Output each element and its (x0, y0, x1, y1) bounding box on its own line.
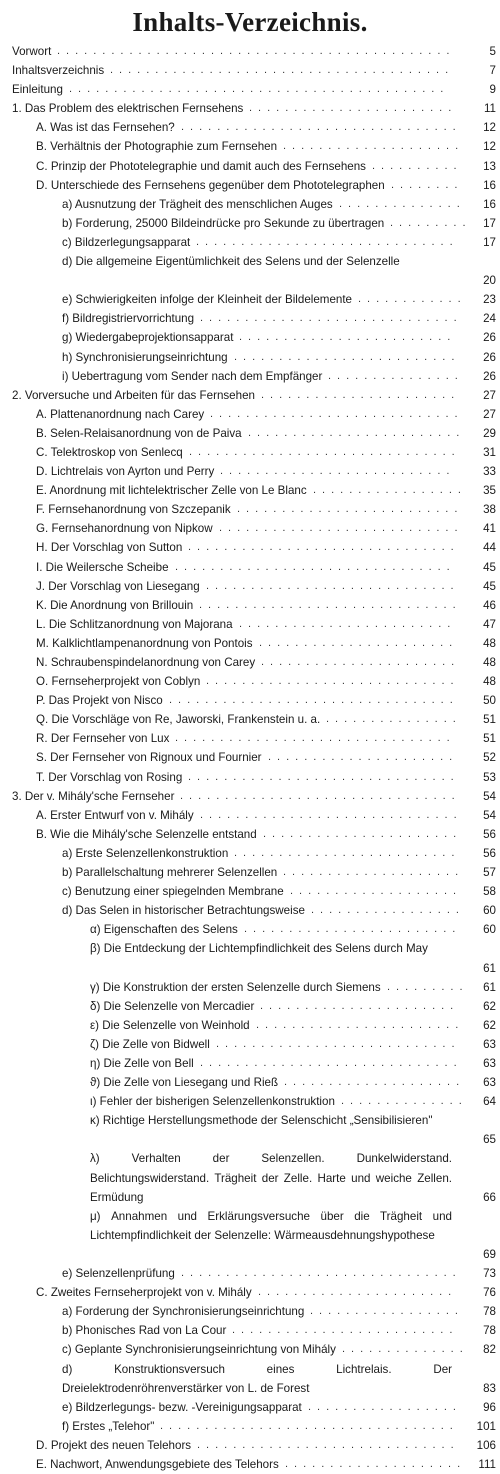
toc-entry-label: 3. Der v. Mihály'sche Fernseher (12, 789, 175, 803)
toc-list (0, 42, 500, 1474)
toc-entry (0, 309, 500, 328)
toc-entry-page: 56 (483, 827, 496, 841)
toc-entry-page: 61 (483, 980, 496, 994)
toc-entry-page: 29 (483, 426, 496, 440)
toc-entry (0, 290, 500, 309)
toc-entry (0, 691, 500, 710)
dot-leader: ........................ (239, 617, 457, 630)
dot-leader: ......... (387, 980, 469, 993)
toc-entry (0, 481, 500, 500)
toc-entry-label: H. Der Vorschlag von Sutton (36, 541, 183, 555)
toc-entry-page: 82 (483, 1343, 496, 1357)
toc-entry-label: c) Bildzerlegungsapparat (62, 235, 191, 249)
dot-leader: .............. (341, 1095, 468, 1108)
dot-leader: ................. (308, 1400, 462, 1413)
toc-entry-label: M. Kalklichtlampenanordnung von Pontois (36, 636, 253, 650)
toc-entry-label: B. Wie die Mihály'sche Selenzelle entstand (36, 827, 257, 841)
toc-entry (0, 1321, 500, 1340)
toc-entry (0, 1264, 500, 1283)
toc-entry-page: 27 (483, 407, 496, 421)
toc-entry-page: 47 (483, 617, 496, 631)
toc-entry (0, 1417, 500, 1436)
dot-leader: ............................. (200, 1056, 463, 1069)
toc-entry-page: 12 (483, 140, 496, 154)
dot-leader: .............. (339, 197, 466, 210)
dot-leader: ............................. (196, 235, 459, 248)
dot-leader: ................. (310, 1305, 464, 1318)
toc-entry-label: c) Benutzung einer spiegelnden Membrane (62, 885, 284, 899)
toc-entry-page: 63 (483, 1076, 496, 1090)
toc-entry-page: 45 (483, 560, 496, 574)
dot-leader: .............................. (188, 541, 460, 554)
toc-entry-label: δ) Die Selenzelle von Mercadier (90, 999, 255, 1013)
toc-entry-label: b) Parallelschaltung mehrerer Selenzellen (62, 866, 278, 880)
toc-entry-label: μ) Annahmen und Erklärungsversuche über die Trägheit und Lichtempfindlichkeit der Selenzelle: Wärmeausdehnungshypothese (90, 1209, 452, 1242)
toc-entry (0, 405, 500, 424)
dot-leader: ........ (391, 178, 464, 191)
toc-entry-page: 54 (483, 808, 496, 822)
dot-leader: ...................... (259, 636, 459, 649)
toc-entry-page: 60 (483, 904, 496, 918)
toc-entry-page: 69 (483, 1247, 496, 1261)
toc-entry-label: S. Der Fernseher von Rignoux und Fournier (36, 751, 262, 765)
dot-leader: ........................ (244, 923, 462, 936)
toc-entry-page: 26 (483, 369, 496, 383)
toc-entry-label: A. Erster Entwurf von v. Mihály (36, 808, 194, 822)
dot-leader: ............................... (175, 560, 456, 573)
toc-entry (0, 882, 500, 901)
toc-entry-page: 54 (483, 789, 496, 803)
toc-entry (0, 424, 500, 443)
toc-entry-label: Einleitung (12, 83, 63, 97)
toc-entry-label: A. Was ist das Fernsehen? (36, 121, 175, 135)
dot-leader: ............................ (210, 407, 464, 420)
dot-leader: ............................. (200, 312, 463, 325)
dot-leader: ................... (290, 885, 463, 898)
toc-entry (0, 634, 500, 653)
toc-entry-label: B. Selen-Relaisanordnung von de Paiva (36, 426, 242, 440)
toc-entry-page: 57 (483, 866, 496, 880)
toc-entry (0, 577, 500, 596)
toc-entry (0, 348, 500, 367)
toc-entry-page: 51 (483, 713, 496, 727)
toc-entry (0, 1207, 500, 1264)
toc-entry (0, 806, 500, 825)
toc-entry-page: 35 (483, 484, 496, 498)
toc-entry-label: d) Das Selen in historischer Betrachtungsweise (62, 904, 305, 918)
toc-entry (0, 462, 500, 481)
toc-entry (0, 157, 500, 176)
dot-leader: ............................ (206, 579, 460, 592)
toc-entry-label: Q. Die Vorschläge von Re, Jaworski, Frankenstein u. a. (36, 713, 321, 727)
toc-entry-label: a) Erste Selenzellenkonstruktion (62, 846, 229, 860)
dot-leader: ............................... (180, 789, 461, 802)
dot-leader: .............. (342, 1343, 469, 1356)
toc-entry-label: a) Ausnutzung der Trägheit des menschlichen Auges (62, 197, 333, 211)
dot-leader: .............................. (189, 445, 461, 458)
toc-entry-label: F. Fernsehanordnung von Szczepanik (36, 503, 231, 517)
toc-entry-page: 52 (483, 751, 496, 765)
dot-leader: ................. (313, 484, 467, 497)
toc-entry-label: E. Anordnung mit lichtelektrischer Zelle von Le Blanc (36, 484, 307, 498)
dot-leader: .............................. (188, 770, 460, 783)
toc-entry (0, 1035, 500, 1054)
toc-entry-label: L. Die Schlitzanordnung von Majorana (36, 617, 233, 631)
dot-leader: .................... (283, 140, 465, 153)
dot-leader: ............................... (181, 121, 462, 134)
toc-entry-label: D. Projekt des neuen Telehors (36, 1438, 192, 1452)
toc-entry (0, 1092, 500, 1111)
toc-entry-page: 101 (476, 1419, 496, 1433)
dot-leader: ............ (358, 293, 467, 306)
dot-leader: ...................... (261, 656, 461, 668)
toc-entry (0, 1340, 500, 1359)
toc-entry (0, 61, 500, 80)
toc-entry (0, 443, 500, 462)
toc-entry-label: ϑ) Die Zelle von Liesegang und Rieß (90, 1076, 279, 1090)
toc-entry-page: 44 (483, 541, 496, 555)
toc-entry-label: ζ) Die Zelle von Bidwell (90, 1037, 210, 1051)
toc-entry-page: 50 (483, 694, 496, 708)
toc-entry-page: 111 (478, 1457, 496, 1471)
toc-entry-page: 73 (483, 1267, 496, 1281)
dot-leader: ............................................ (57, 45, 456, 57)
toc-entry-label: K. Die Anordnung von Brillouin (36, 598, 194, 612)
toc-entry (0, 1149, 500, 1206)
toc-entry-label: c) Geplante Synchronisierungseinrichtung von Mihály (62, 1343, 336, 1357)
toc-entry-page: 83 (483, 1381, 496, 1395)
toc-entry (0, 328, 500, 347)
toc-entry (0, 978, 500, 997)
dot-leader: ...................................... (110, 64, 455, 77)
toc-entry-page: 26 (483, 350, 496, 364)
toc-entry (0, 901, 500, 920)
toc-entry-page: 23 (483, 293, 496, 307)
toc-entry (0, 500, 500, 519)
dot-leader: ....................... (256, 1018, 465, 1031)
toc-entry-page: 46 (483, 598, 496, 612)
toc-entry-page: 48 (483, 656, 496, 669)
dot-leader: ....................... (249, 102, 458, 115)
toc-entry (0, 176, 500, 195)
toc-entry-page: 17 (483, 235, 496, 249)
toc-entry (0, 844, 500, 863)
dot-leader: ............................. (200, 808, 463, 821)
toc-entry-label: d) Konstruktionsversuch eines Lichtrelais. Der Dreielektrodenröhrenverstärker von L. de Forest (62, 1362, 452, 1395)
toc-entry-label: A. Plattenanordnung nach Carey (36, 407, 205, 421)
toc-entry-page: 16 (483, 197, 496, 211)
toc-entry-label: γ) Die Konstruktion der ersten Selenzelle durch Siemens (90, 980, 381, 994)
toc-entry-label: Inhaltsverzeichnis (12, 64, 105, 78)
page-title: Inhalts-Verzeichnis. (132, 7, 368, 37)
toc-entry-page: 31 (483, 445, 496, 459)
toc-entry-page: 11 (483, 102, 496, 116)
toc-entry-label: f) Erstes „Telehor" (62, 1419, 155, 1433)
toc-entry (0, 386, 500, 405)
toc-entry-label: C. Zweites Fernseherprojekt von v. Mihály (36, 1286, 252, 1300)
dot-leader: ......... (390, 216, 472, 229)
toc-entry (0, 1054, 500, 1073)
toc-entry-page: 63 (483, 1037, 496, 1051)
toc-entry-label: e) Bildzerlegungs- bezw. -Vereinigungsapparat (62, 1400, 302, 1414)
toc-entry-page: 48 (483, 636, 496, 650)
toc-entry-label: λ) Verhalten der Selenzellen. Dunkelwiderstand. Belichtungswiderstand. Trägheit der Zelle. Harte und weiche Zellen. Ermüdung (90, 1152, 452, 1204)
dot-leader: .................... (284, 1076, 466, 1089)
toc-entry-page: 20 (483, 274, 496, 288)
toc-entry-page: 48 (483, 675, 496, 689)
toc-entry (0, 653, 500, 672)
toc-entry-label: e) Schwierigkeiten infolge der Kleinheit der Bildelemente (62, 293, 353, 307)
toc-entry-label: R. Der Fernseher von Lux (36, 732, 170, 746)
toc-entry-page: 12 (483, 121, 496, 135)
toc-entry-label: D. Lichtrelais von Ayrton und Perry (36, 465, 215, 479)
dot-leader: ...................... (261, 388, 461, 401)
toc-entry-page: 26 (483, 331, 496, 345)
toc-entry-page: 62 (483, 999, 496, 1013)
toc-entry (0, 137, 500, 156)
toc-entry-page: 45 (483, 579, 496, 593)
toc-entry (0, 1360, 500, 1398)
toc-entry-label: α) Eigenschaften des Selens (90, 923, 238, 937)
toc-entry (0, 42, 500, 61)
dot-leader: ........................... (216, 1037, 461, 1050)
toc-entry-label: η) Die Zelle von Bell (90, 1056, 194, 1070)
toc-entry-page: 38 (483, 503, 496, 517)
toc-entry-label: κ) Richtige Herstellungsmethode der Selenschicht „Sensibilisieren" (90, 1114, 433, 1128)
toc-entry (0, 195, 500, 214)
toc-entry (0, 1398, 500, 1417)
toc-entry-page: 53 (483, 770, 496, 784)
toc-entry (0, 596, 500, 615)
toc-entry (0, 519, 500, 538)
toc-entry-label: 2. Vorversuche und Arbeiten für das Fernsehen (12, 388, 255, 402)
dot-leader: ...................... (263, 827, 463, 840)
toc-entry-label: h) Synchronisierungseinrichtung (62, 350, 228, 364)
toc-entry-page: 60 (483, 923, 496, 937)
toc-entry-page: 58 (483, 885, 496, 899)
toc-entry (0, 672, 500, 691)
toc-entry-page: 56 (483, 846, 496, 860)
dot-leader: ......................... (234, 846, 461, 859)
toc-entry-label: i) Uebertragung vom Sender nach dem Empfänger (62, 369, 323, 383)
toc-entry (0, 1283, 500, 1302)
dot-leader: ............... (326, 713, 462, 726)
dot-leader: ...................... (260, 999, 460, 1012)
toc-entry-page: 13 (483, 159, 496, 173)
dot-leader: ...................... (258, 1286, 458, 1299)
toc-entry-page: 64 (483, 1095, 496, 1109)
toc-entry-page: 63 (483, 1056, 496, 1070)
toc-entry-label: e) Selenzellenprüfung (62, 1267, 175, 1281)
toc-entry (0, 615, 500, 634)
toc-entry (0, 1016, 500, 1035)
toc-entry-page: 65 (483, 1133, 496, 1147)
toc-entry (0, 214, 500, 233)
toc-entry-label: f) Bildregistriervorrichtung (62, 312, 195, 326)
toc-entry-page: 61 (483, 961, 496, 975)
toc-entry-label: P. Das Projekt von Nisco (36, 694, 163, 708)
toc-entry-page: 27 (483, 388, 496, 402)
toc-entry-page: 106 (476, 1438, 496, 1452)
toc-entry (0, 367, 500, 386)
toc-entry-label: I. Die Weilersche Scheibe (36, 560, 169, 574)
toc-entry-page: 51 (483, 732, 496, 746)
dot-leader: ............................ (206, 675, 460, 688)
dot-leader: .......... (372, 159, 463, 172)
toc-entry-label: b) Forderung, 25000 Bildeindrücke pro Sekunde zu übertragen (62, 216, 385, 230)
dot-leader: ............................... (175, 732, 456, 745)
dot-leader: ................................. (160, 1419, 459, 1432)
toc-entry-label: d) Die allgemeine Eigentümlichkeit des Selens und der Selenzelle (62, 255, 400, 269)
toc-entry (0, 787, 500, 806)
toc-entry-label: g) Wiedergabeprojektionsapparat (62, 331, 234, 345)
toc-entry-page: 76 (483, 1286, 496, 1300)
toc-entry-label: J. Der Vorschlag von Liesegang (36, 579, 200, 593)
toc-entry-label: ε) Die Selenzelle von Weinhold (90, 1018, 250, 1032)
toc-entry-label: T. Der Vorschlag von Rosing (36, 770, 183, 784)
toc-entry-label: N. Schraubenspindelanordnung von Carey (36, 656, 256, 669)
toc-entry-page: 17 (483, 216, 496, 230)
toc-entry (0, 538, 500, 557)
toc-entry-label: D. Unterschiede des Fernsehens gegenüber dem Phototelegraphen (36, 178, 385, 192)
dot-leader: .......................................... (69, 83, 450, 96)
dot-leader: ........................ (248, 426, 466, 439)
dot-leader: ........................ (239, 331, 457, 344)
toc-entry-page: 33 (483, 465, 496, 479)
toc-entry (0, 939, 500, 977)
toc-entry-label: Vorwort (12, 45, 52, 58)
toc-entry-label: C. Telektroskop von Senlecq (36, 445, 183, 459)
dot-leader: .................... (285, 1457, 467, 1470)
toc-entry-page: 78 (483, 1324, 496, 1338)
toc-entry-page: 7 (489, 64, 496, 78)
dot-leader: ............................. (197, 1438, 460, 1451)
toc-entry-page: 66 (483, 1190, 496, 1204)
toc-entry (0, 1302, 500, 1321)
toc-entry (0, 768, 500, 787)
toc-entry-page: 62 (483, 1018, 496, 1032)
toc-entry-label: 1. Das Problem des elektrischen Fernsehens (12, 102, 244, 116)
toc-entry-label: G. Fernsehanordnung von Nipkow (36, 522, 213, 536)
toc-entry (0, 1111, 500, 1149)
toc-entry-page: 24 (483, 312, 496, 326)
dot-leader: ................. (311, 904, 465, 917)
toc-entry (0, 729, 500, 748)
dot-leader: ......................... (234, 350, 461, 363)
toc-entry-label: O. Fernseherprojekt von Coblyn (36, 675, 201, 689)
dot-leader: .................... (283, 866, 465, 879)
toc-entry-page: 5 (489, 45, 496, 58)
toc-entry (0, 233, 500, 252)
toc-entry (0, 710, 500, 729)
dot-leader: ................................ (169, 694, 459, 707)
toc-entry-label: b) Phonisches Rad von La Cour (62, 1324, 227, 1338)
toc-entry-page: 78 (483, 1305, 496, 1319)
toc-entry (0, 1455, 500, 1474)
dot-leader: ........................... (219, 522, 464, 535)
toc-entry-page: 96 (483, 1400, 496, 1414)
toc-entry (0, 558, 500, 577)
dot-leader: ..................... (268, 751, 459, 764)
toc-entry (0, 80, 500, 99)
toc-entry (0, 920, 500, 939)
dot-leader: ......................... (237, 503, 464, 516)
toc-entry (0, 863, 500, 882)
dot-leader: ............................. (199, 598, 462, 611)
toc-entry (0, 997, 500, 1016)
toc-entry-page: 16 (483, 178, 496, 192)
toc-entry-label: C. Prinzip der Phototelegraphie und damit auch des Fernsehens (36, 159, 366, 173)
toc-entry (0, 1073, 500, 1092)
toc-entry (0, 825, 500, 844)
dot-leader: ............... (328, 369, 464, 382)
toc-entry-page: 9 (489, 83, 496, 97)
toc-entry-label: B. Verhältnis der Photographie zum Fernsehen (36, 140, 278, 154)
toc-entry-label: β) Die Entdeckung der Lichtempfindlichkeit des Selens durch May (90, 942, 428, 956)
toc-entry-page: 41 (483, 522, 496, 536)
toc-entry (0, 99, 500, 118)
toc-entry-label: a) Forderung der Synchronisierungseinrichtung (62, 1305, 305, 1319)
toc-entry (0, 252, 500, 290)
toc-entry (0, 118, 500, 137)
toc-entry-label: ι) Fehler der bisherigen Selenzellenkonstruktion (90, 1095, 335, 1109)
toc-entry-label: E. Nachwort, Anwendungsgebiete des Telehors (36, 1457, 279, 1471)
dot-leader: .......................... (220, 465, 456, 478)
dot-leader: ............................... (181, 1267, 462, 1280)
toc-entry (0, 1436, 500, 1455)
toc-entry (0, 748, 500, 767)
dot-leader: ......................... (232, 1324, 459, 1337)
